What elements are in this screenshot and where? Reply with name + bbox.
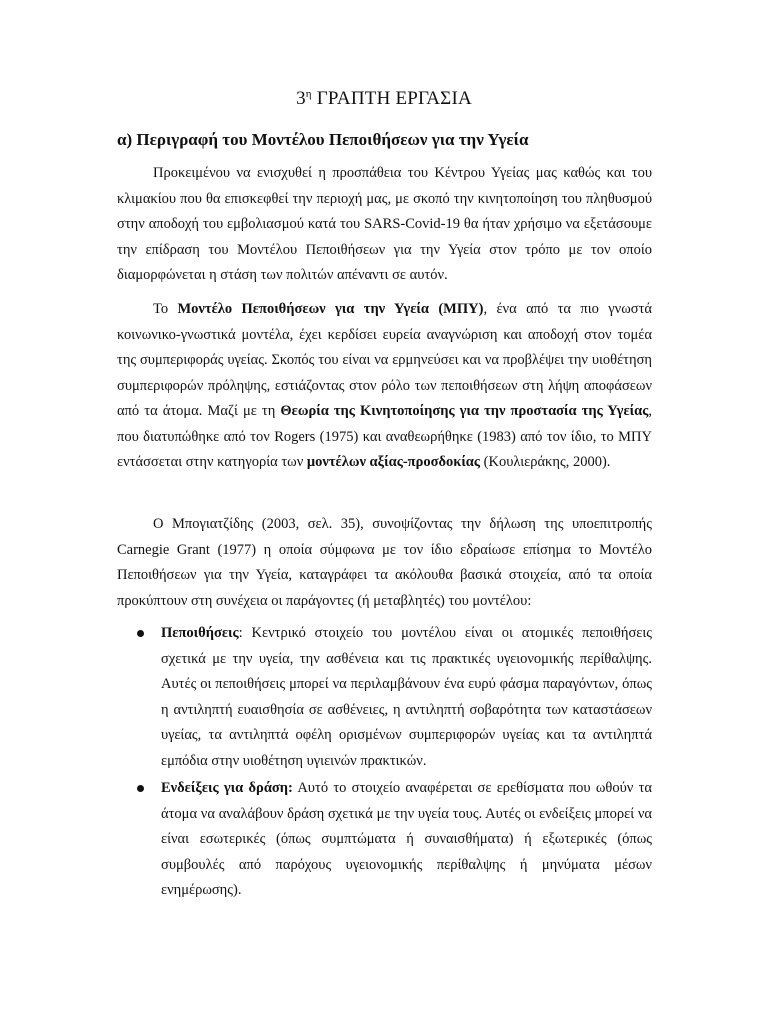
para2-text-3: , που διατυπώθηκε από τον Rogers (1975) και αναθεωρήθηκε (1983) από τον ίδιο, το ΜΠΥ εντάσσεται στην κατηγορία των [117, 403, 652, 470]
list-item [117, 776, 652, 904]
para2-bold-models-category: μοντέλων αξίας-προσδοκίας [306, 454, 481, 470]
bullet-term: Πεποιθήσεις [161, 625, 239, 641]
paragraph-model-description [117, 297, 652, 476]
bullet-text: Αυτό το στοιχείο αναφέρεται σε ερεθίσματα που ωθούν τα άτομα να αναλάβουν δράση σχετικά με την υγεία τους. Αυτές οι ενδείξεις μπορεί να είναι εσωτερικές (όπως συμπτώματα ή συναισθήματα) ή εξωτερικές (όπως συμβουλές από παρόχους υγειονομικής περίθαλψης ή μηνύματα μέσων ενημέρωσης). [161, 780, 652, 898]
paragraph-intro: Προκειμένου να ενισχυθεί η προσπάθεια του Κέντρου Υγείας μας καθώς και του κλιμακίου που θα επισκεφθεί την περιοχή μας, με σκοπό την κινητοποίηση του πληθυσμού στην αποδοχή του εμβολιασμού κατά του SARS-Covid-19 θα ήταν χρήσιμο να εξετάσουμε την επίδραση του Μοντέλου Πεποιθήσεων για την Υγεία στον τρόπο με τον οποίο διαμορφώνεται η στάση των πολιτών απέναντι σε αυτόν. [117, 165, 652, 283]
bullet-list [117, 621, 652, 906]
para2-bold-model-name: Μοντέλο Πεποιθήσεων για την Υγεία (ΜΠΥ) [177, 301, 484, 317]
title-text: ΓΡΑΠΤΗ ΕΡΓΑΣΙΑ [311, 88, 472, 109]
title-number: 3 [296, 88, 306, 109]
bullet-term: Ενδείξεις για δράση: [161, 780, 293, 796]
bullet-icon [137, 785, 144, 792]
para2-text-1: Το [153, 301, 178, 317]
bullet-text: : Κεντρικό στοιχείο του μοντέλου είναι οι ατομικές πεποιθήσεις σχετικά με την υγεία, την ασθένεια και τις πρακτικές υγειονομικής περίθαλψης. Αυτές οι πεποιθήσεις μπορεί να περιλαμβάνουν ένα ευρύ φάσμα παραγόντων, όπως η αντιληπτή ευαισθησία σε ασθένειες, η αντιληπτή σοβαρότητα των καταστάσεων υγείας, τα αντιληπτά οφέλη ορισμένων συμπεριφορών υγείας και τα αντιληπτά εμπόδια στην υιοθέτηση υγιεινών πρακτικών. [161, 625, 652, 769]
bullet-icon [137, 630, 144, 637]
para2-bold-theory-name: Θεωρία της Κινητοποίησης για την προστασία της Υγείας [280, 403, 649, 419]
title-superscript: η [305, 88, 312, 100]
list-item [117, 621, 652, 774]
para2-text-4: (Κουλιεράκης, 2000). [480, 454, 611, 470]
section-heading: α) Περιγραφή του Μοντέλου Πεποιθήσεων για την Υγεία [117, 130, 529, 149]
para2-text-2: , ένα από τα πιο γνωστά κοινωνικο-γνωστικά μοντέλα, έχει κερδίσει ευρεία αναγνώριση και αποδοχή στον τομέα της συμπεριφοράς υγείας. Σκοπός του είναι να ερμηνεύσει και να προβλέψει την υιοθέτηση συμπεριφορών πρόληψης, εστιάζοντας στον ρόλο των πεποιθήσεων στη λήψη αποφάσεων από τα άτομα. Μαζί με τη [117, 301, 652, 419]
paragraph-carnegie: Ο Μπογιατζίδης (2003, σελ. 35), συνοψίζοντας την δήλωση της υποεπιτροπής Carnegie Grant (1977) η οποία σύμφωνα με τον ίδιο εδραίωσε επίσημα το Μοντέλο Πεποιθήσεων για την Υγεία, καταγράφει τα ακόλουθα βασικά στοιχεία, από τα οποία προκύπτουν στη συνέχεια οι παράγοντες (ή μεταβλητές) του μοντέλου: [117, 516, 652, 609]
document-title [0, 88, 768, 110]
